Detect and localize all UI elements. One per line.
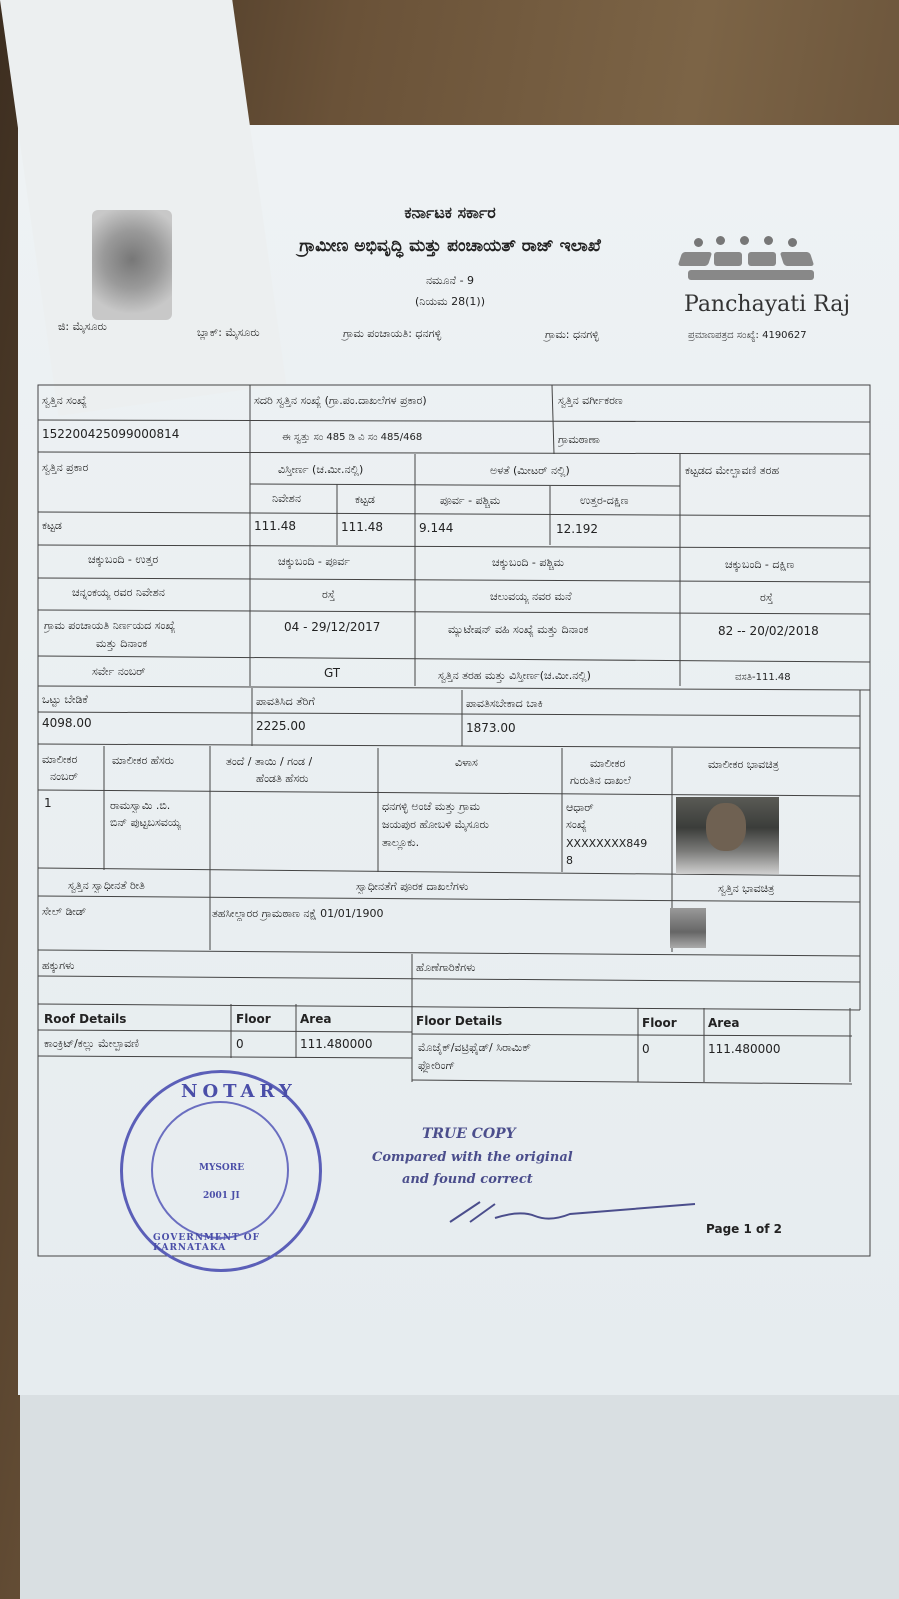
gram-panchayat: ಗ್ರಾಮ ಪಂಚಾಯತಿ: ಧನಗಳ್ಳಿ (343, 327, 442, 340)
supporting-docs: ತಹಸೀಲ್ದಾರರ ಗ್ರಾಮಠಾಣ ನಕ್ಷೆ 01/01/1900 (212, 907, 384, 920)
paid-tax-label: ಪಾವತಿಸಿದ ತೆರಿಗೆ (256, 695, 315, 708)
relation-label-2: ಹೆಂಡತಿ ಹೆಸರು (256, 772, 309, 785)
boundary-west-label: ಚಕ್ಕುಬಂದಿ - ಪಶ್ಚಿಮ (492, 556, 565, 569)
boundary-south: ರಸ್ತೆ (760, 591, 774, 604)
floor-area: 111.480000 (708, 1042, 781, 1056)
gp-resolution-label-2: ಮತ್ತು ದಿನಾಂಕ (96, 637, 148, 650)
sadari-number: ಈ ಸ್ವತ್ತು ಸಂ 485 ಡಿ ವಿ ಸಂ 485/468 (282, 432, 423, 443)
owner-photo (676, 797, 779, 874)
property-photo (670, 908, 706, 948)
owner-id-3: XXXXXXXX849 (566, 837, 648, 850)
floor-floor-header: Floor (642, 1016, 677, 1030)
form-number: ನಮೂನೆ - 9 (425, 274, 475, 287)
north-south-value: 12.192 (556, 522, 598, 536)
signature-icon (440, 1200, 700, 1226)
roof-details-label: Roof Details (44, 1012, 127, 1026)
address-label: ವಿಳಾಸ (455, 756, 478, 769)
boundary-north-label: ಚಕ್ಕುಬಂದಿ - ಉತ್ತರ (88, 553, 159, 566)
acquisition-method-label: ಸ್ವತ್ತಿನ ಸ್ವಾಧೀನತೆ ರೀತಿ (68, 879, 145, 892)
boundary-west: ಚಲುವಯ್ಯ ನವರ ಮನೆ (490, 590, 572, 603)
gp-resolution-label: ಗ್ರಾಮ ಪಂಚಾಯತಿ ನಿರ್ಣಯದ ಸಂಖ್ಯೆ (44, 619, 176, 632)
mutation-value: 82 -- 20/02/2018 (718, 624, 819, 638)
owner-id-2: ಸಂಖ್ಯೆ (566, 818, 587, 831)
balance-label: ಪಾವತಿಸಬೇಕಾದ ಬಾಕಿ (466, 697, 543, 710)
acquisition-method: ಸೇಲ್ ಡೀಡ್ (42, 905, 87, 918)
owner-id-4: 8 (566, 854, 573, 867)
supporting-docs-label: ಸ್ವಾಧೀನತೆಗೆ ಪೂರಕ ದಾಖಲೆಗಳು (356, 880, 469, 893)
owner-id: ಆಧಾರ್ (566, 801, 594, 814)
panchayati-raj-text: Panchayati Raj (684, 292, 851, 317)
owner-address: ಧನಗಳ್ಳಿ ಅಂಚೆ ಮತ್ತು ಗ್ರಾಮ (382, 800, 480, 813)
owner-name-label: ಮಾಲೀಕರ ಹೆಸರು (112, 754, 175, 767)
boundary-south-label: ಚಕ್ಕುಬಂದಿ - ದಕ್ಷಿಣ (725, 558, 795, 571)
site-label: ನಿವೇಶನ (272, 492, 301, 505)
total-demand: 4098.00 (42, 716, 92, 730)
east-west-label: ಪೂರ್ವ - ಪಶ್ಚಿಮ (440, 494, 501, 507)
liabilities-label: ಹೊಣೆಗಾರಿಕೆಗಳು (416, 961, 476, 974)
roof-area: 111.480000 (300, 1037, 373, 1051)
category-label: ಸ್ವತ್ತಿನ ವರ್ಗೀಕರಣ (558, 394, 623, 407)
north-south-label: ಉತ್ತರ-ದಕ್ಷಿಣ (580, 494, 629, 507)
owner-id-label: ಮಾಲೀಕರ (590, 757, 626, 770)
owner-id-label-2: ಗುರುತಿನ ದಾಖಲೆ (570, 774, 631, 787)
page-indicator: Page 1 of 2 (706, 1222, 782, 1236)
owner-address-3: ತಾಲ್ಲೂಕು. (382, 836, 420, 849)
east-west-value: 9.144 (419, 521, 454, 535)
property-area-label: ಸ್ವತ್ತಿನ ತರಹ ಮತ್ತು ವಿಸ್ತೀರ್ಣ(ಚ.ಮೀ.ನಲ್ಲಿ) (438, 669, 591, 682)
area-label: ವಿಸ್ತೀರ್ಣ (ಚ.ಮೀ.ನಲ್ಲಿ) (278, 463, 364, 476)
property-type-value: ಕಟ್ಟಡ (42, 519, 62, 532)
village: ಗ್ರಾಮ: ಧನಗಳ್ಳಿ (545, 328, 599, 341)
property-photo-label: ಸ್ವತ್ತಿನ ಭಾವಚಿತ್ರ (718, 882, 775, 895)
owner-address-2: ಜಯಪುರ ಹೋಬಳಿ ಮೈಸೂರು (382, 818, 489, 831)
boundary-east: ರಸ್ತೆ (322, 588, 336, 601)
owner-number: 1 (44, 796, 52, 810)
survey-number: GT (324, 666, 341, 680)
rule-number: (ನಿಯಮ 28(1)) (414, 295, 486, 308)
certificate-number: ಪ್ರಮಾಣಪತ್ರದ ಸಂಖ್ಯೆ: 4190627 (688, 330, 807, 341)
owner-photo-label: ಮಾಲೀಕರ ಭಾವಚಿತ್ರ (708, 758, 779, 771)
roof-type-label: ಕಟ್ಟಡದ ಮೇಲ್ಛಾವಣಿ ತರಹ (685, 464, 780, 477)
notary-stamp-icon: NOTARY GOVERNMENT OF KARNATAKA MYSORE 2001 JI (120, 1070, 322, 1272)
block: ಬ್ಲಾಕ್: ಮೈಸೂರು (197, 326, 260, 339)
survey-number-label: ಸರ್ವೇ ನಂಬರ್ (92, 665, 146, 678)
floor-value: ಮೊಜೈಕ್/ವಟ್ರಿಫೈಡ್/ ಸಿರಾಮಿಕ್ (418, 1041, 531, 1054)
govt-title: ಕರ್ನಾಟಕ ಸರ್ಕಾರ (404, 203, 496, 222)
balance-due: 1873.00 (466, 721, 516, 735)
owner-name: ರಾಮಸ್ವಾಮಿ .ಬಿ. (110, 799, 171, 812)
true-copy-line2: Compared with the original (372, 1150, 573, 1165)
building-area: 111.48 (341, 520, 383, 534)
floor-value-2: ಫ್ಲೋರಿಂಗ್ (418, 1059, 455, 1072)
dimensions-label: ಅಳತೆ (ಮೀಟರ್ ನಲ್ಲಿ) (490, 464, 570, 477)
site-area: 111.48 (254, 519, 296, 533)
owner-number-label-2: ನಂಬರ್ (50, 770, 78, 783)
roof-floor-header: Floor (236, 1012, 271, 1026)
roof-value: ಕಾಂಕ್ರಿಟ್/ಕಲ್ಲು ಮೇಲ್ಛಾವಣಿ (44, 1037, 139, 1050)
relation-label: ತಂದೆ / ತಾಯಿ / ಗಂಡ / (226, 755, 313, 768)
owner-name-2: ಬಿನ್ ಪುಟ್ಟಬಸವಯ್ಯ (110, 816, 182, 829)
building-label: ಕಟ್ಟಡ (355, 493, 375, 506)
mutation-label: ಮ್ಯುಟೇಷನ್ ವಹಿ ಸಂಖ್ಯೆ ಮತ್ತು ದಿನಾಂಕ (448, 623, 589, 636)
true-copy-line3: and found correct (402, 1172, 533, 1187)
property-number-label: ಸ್ವತ್ತಿನ ಸಂಖ್ಯೆ (42, 394, 87, 407)
floor-details-label: Floor Details (416, 1014, 503, 1028)
floor-area-header: Area (708, 1016, 740, 1030)
true-copy-line1: TRUE COPY (422, 1126, 516, 1142)
owner-number-label: ಮಾಲೀಕರ (42, 753, 78, 766)
floor-floor: 0 (642, 1042, 650, 1056)
total-demand-label: ಒಟ್ಟು ಬೇಡಿಕೆ (42, 693, 88, 706)
rights-label: ಹಕ್ಕುಗಳು (42, 959, 75, 972)
gp-resolution-value: 04 - 29/12/2017 (284, 620, 381, 634)
roof-area-header: Area (300, 1012, 332, 1026)
category-value: ಗ್ರಾಮಠಾಣಾ (558, 433, 600, 446)
property-type-label: ಸ್ವತ್ತಿನ ಪ್ರಕಾರ (42, 461, 89, 474)
boundary-north: ಚನ್ನಂಕಯ್ಯ ರವರ ನಿವೇಶನ (72, 586, 165, 599)
property-area-value: ವಸತಿ-111.48 (735, 672, 791, 683)
dept-title: ಗ್ರಾಮೀಣ ಅಭಿವೃದ್ಧಿ ಮತ್ತು ಪಂಚಾಯತ್ ರಾಜ್ ಇಲಾಖೆ (299, 236, 601, 256)
roof-floor: 0 (236, 1037, 244, 1051)
boundary-east-label: ಚಕ್ಕುಬಂದಿ - ಪೂರ್ವ (278, 555, 351, 568)
property-number: 152200425099000814 (42, 427, 180, 441)
district: ಜಿ: ಮೈಸೂರು (58, 320, 107, 333)
paid-tax: 2225.00 (256, 719, 306, 733)
sadari-number-label: ಸದರಿ ಸ್ವತ್ತಿನ ಸಂಖ್ಯೆ (ಗ್ರಾ.ಪಂ.ದಾಖಲೆಗಳ ಪ್ರಕಾರ) (254, 394, 427, 407)
